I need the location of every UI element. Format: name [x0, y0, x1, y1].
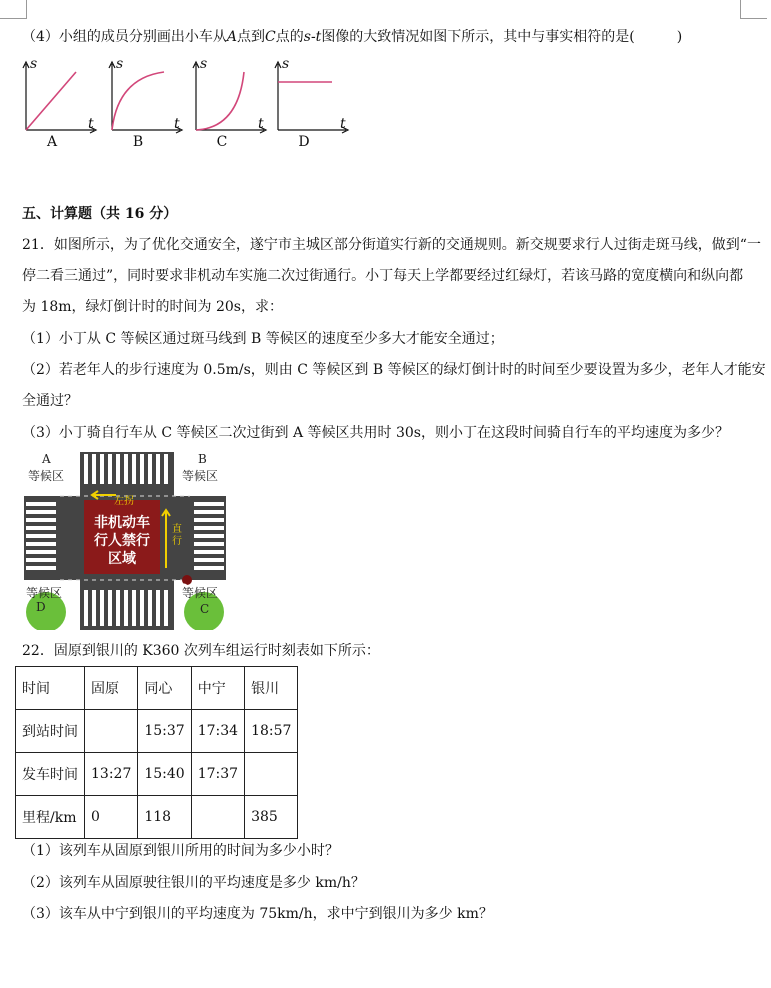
label-a-zone: 等候区	[28, 469, 65, 483]
q4-text-prefix: （4）小组的成员分别画出小车从	[22, 29, 227, 45]
graph-a-caption: A	[46, 134, 58, 150]
table-cell: 中宁	[191, 667, 244, 710]
intersection-figure	[24, 452, 226, 630]
table-cell: 0	[85, 796, 138, 839]
table-header-row	[16, 667, 298, 710]
graph-a-ylabel: s	[30, 56, 38, 72]
graph-a	[14, 58, 94, 158]
page-corner-mark-left	[0, 0, 27, 19]
zone-text-line1: 非机动车	[94, 515, 150, 531]
zone-text-line2: 行人禁行	[94, 533, 150, 549]
graph-d	[266, 58, 346, 158]
table-cell: 385	[245, 796, 298, 839]
table-cell: 17:34	[191, 710, 244, 753]
q4-point-a: A	[226, 29, 238, 45]
table-cell: 里程/km	[16, 796, 85, 839]
table-row	[16, 796, 298, 839]
graph-b	[100, 58, 180, 158]
timetable	[15, 666, 298, 839]
q4-text-mid2: 点的	[275, 29, 304, 45]
table-cell: 到站时间	[16, 710, 85, 753]
graph-a-xlabel: t	[88, 116, 94, 132]
graph-c	[184, 58, 264, 158]
q22-intro: 22．固原到银川的 K360 次列车组运行时刻表如下所示：	[22, 643, 380, 659]
graph-c-ylabel: s	[200, 56, 208, 72]
table-row	[16, 710, 298, 753]
graph-d-caption: D	[298, 134, 310, 150]
q4-text-mid1: 点到	[237, 29, 266, 45]
table-cell	[191, 796, 244, 839]
graph-d-ylabel: s	[282, 56, 290, 72]
table-cell: 13:27	[85, 753, 138, 796]
q4-text-suffix: 图像的大致情况如图下所示，其中与事实相符的是( )	[321, 29, 683, 45]
q21-part2-line2: 全通过？	[22, 393, 78, 409]
label-a-letter: A	[42, 452, 51, 466]
table-cell	[85, 710, 138, 753]
table-cell: 118	[138, 796, 191, 839]
table-cell: 固原	[85, 667, 138, 710]
table-cell: 15:37	[138, 710, 191, 753]
q21-part3: （3）小丁骑自行车从 C 等候区二次过街到 A 等候区共用时 30s，则小丁在这段时间骑自行车的平均速度为多少？	[22, 425, 729, 441]
label-b-zone: 等候区	[182, 469, 219, 483]
graph-b-caption: B	[132, 134, 144, 150]
left-turn-label: 左拐	[114, 496, 134, 507]
label-d-letter: D	[36, 600, 46, 614]
table-cell: 发车时间	[16, 753, 85, 796]
table-cell: 同心	[138, 667, 191, 710]
q4-question	[22, 28, 682, 46]
label-b-letter: B	[198, 452, 207, 466]
q4-st: s-t	[303, 29, 322, 45]
q4-point-c: C	[265, 29, 276, 45]
label-c-letter: C	[200, 602, 210, 616]
graph-b-ylabel: s	[116, 56, 124, 72]
graph-c-curve	[196, 72, 244, 130]
straight-label: 直行	[172, 524, 182, 547]
graph-d-xlabel: t	[340, 116, 346, 132]
table-cell: 18:57	[245, 710, 298, 753]
label-d-zone: 等候区	[26, 586, 63, 600]
q21-line2: 停二看三通过”，同时要求非机动车实施二次过街通行。小丁每天上学都要经过红绿灯，若该马路的宽度横向和纵向都	[22, 268, 744, 284]
graph-b-xlabel: t	[174, 116, 180, 132]
q22-part2: （2）该列车从固原驶往银川的平均速度是多少 km/h？	[22, 875, 365, 891]
graph-c-caption: C	[216, 134, 228, 150]
q22-part1: （1）该列车从固原到银川所用的时间为多少小时？	[22, 843, 339, 859]
q21-line3: 为 18m，绿灯倒计时的时间为 20s，求：	[22, 299, 283, 315]
table-cell: 15:40	[138, 753, 191, 796]
q21-part1: （1）小丁从 C 等候区通过斑马线到 B 等候区的速度至少多大才能安全通过；	[22, 331, 504, 347]
graph-b-curve	[112, 72, 164, 130]
page-corner-mark-right	[740, 0, 767, 19]
graph-c-xlabel: t	[258, 116, 264, 132]
table-cell: 银川	[245, 667, 298, 710]
section-heading: 五、计算题（共 16 分）	[22, 206, 178, 222]
zone-text-line3: 区域	[108, 551, 136, 567]
label-c-zone: 等候区	[182, 586, 219, 600]
table-cell: 17:37	[191, 753, 244, 796]
graph-a-curve	[26, 72, 76, 130]
q21-part2-line1: （2）若老年人的步行速度为 0.5m/s，则由 C 等候区到 B 等候区的绿灯倒计时的时间至少要设置为多少，老年人才能安	[22, 362, 766, 378]
table-cell	[245, 753, 298, 796]
table-row	[16, 753, 298, 796]
q21-line1: 21．如图所示，为了优化交通安全，遂宁市主城区部分街道实行新的交通规则。新交规要求行人过街走斑马线，做到“一	[22, 237, 761, 253]
table-cell: 时间	[16, 667, 85, 710]
q22-part3: （3）该车从中宁到银川的平均速度为 75km/h，求中宁到银川为多少 km？	[22, 906, 493, 922]
